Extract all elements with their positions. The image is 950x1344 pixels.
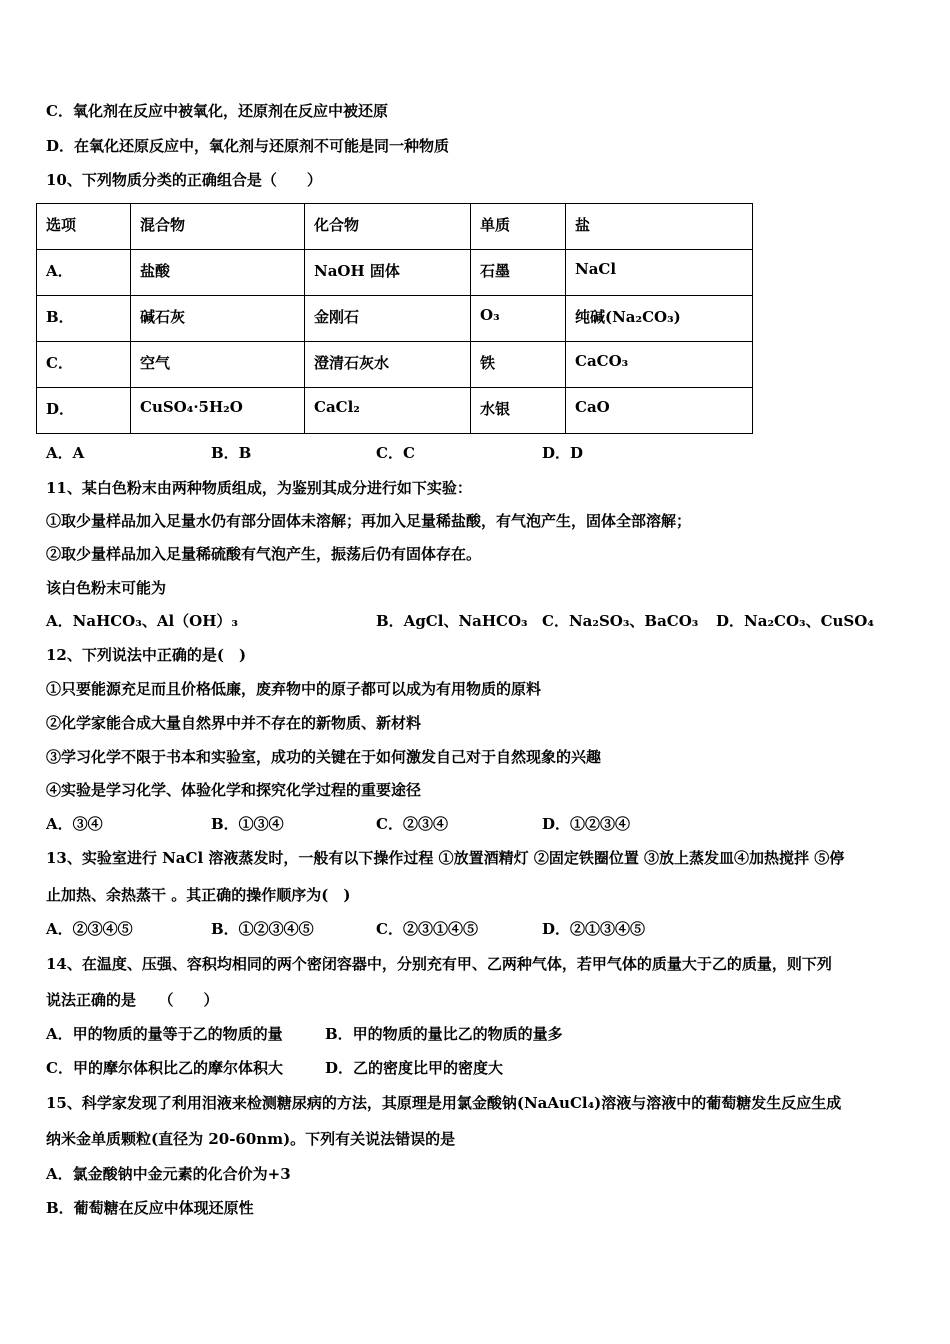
q11-option-d: D．Na₂CO₃、CuSO₄ bbox=[716, 612, 874, 630]
q14-option-b: B．甲的物质的量比乙的物质的量多 bbox=[325, 1025, 563, 1043]
q12-stem: 12、下列说法中正确的是( ) bbox=[46, 646, 247, 664]
table-cell: 盐酸 bbox=[131, 250, 305, 296]
table-cell: C． bbox=[37, 342, 131, 388]
table-cell: CaO bbox=[566, 388, 753, 434]
q12-option-c: C．②③④ bbox=[376, 815, 448, 833]
q13-option-c: C．②③①④⑤ bbox=[376, 920, 478, 938]
q12-option-b: B．①③④ bbox=[211, 815, 284, 833]
q12-statement-3: ③学习化学不限于书本和实验室，成功的关键在于如何激发自己对于自然现象的兴趣 bbox=[46, 748, 602, 766]
table-cell: O₃ bbox=[471, 296, 566, 342]
q12-option-d: D．①②③④ bbox=[542, 815, 631, 833]
q11-option-c: C．Na₂SO₃、BaCO₃ bbox=[542, 612, 699, 630]
table-cell: CaCO₃ bbox=[566, 342, 753, 388]
q12-statement-2: ②化学家能合成大量自然界中并不存在的新物质、新材料 bbox=[46, 714, 422, 732]
q14-stem-line1: 14、在温度、压强、容积均相同的两个密闭容器中，分别充有甲、乙两种气体，若甲气体的质量大于乙的质量，则下列 bbox=[46, 955, 832, 973]
q13-option-a: A．②③④⑤ bbox=[46, 920, 133, 938]
table-row bbox=[37, 250, 753, 296]
table-cell: 空气 bbox=[131, 342, 305, 388]
q11-option-b: B．AgCl、NaHCO₃ bbox=[376, 612, 528, 630]
table-cell: 纯碱(Na₂CO₃) bbox=[566, 296, 753, 342]
q14-option-c: C．甲的摩尔体积比乙的摩尔体积大 bbox=[46, 1059, 283, 1077]
q13-stem-line1: 13、实验室进行 NaCl 溶液蒸发时，一般有以下操作过程 ①放置酒精灯 ②固定铁圈位置 ③放上蒸发皿④加热搅拌 ⑤停 bbox=[46, 849, 845, 867]
table-header: 混合物 bbox=[131, 204, 305, 250]
q13-option-d: D．②①③④⑤ bbox=[542, 920, 646, 938]
q12-statement-4: ④实验是学习化学、体验化学和探究化学过程的重要途径 bbox=[46, 781, 422, 799]
table-row bbox=[37, 388, 753, 434]
q15-option-a: A．氯金酸钠中金元素的化合价为+3 bbox=[46, 1165, 291, 1183]
table-cell: 水银 bbox=[471, 388, 566, 434]
table-cell: CaCl₂ bbox=[305, 388, 471, 434]
q11-step-2: ②取少量样品加入足量稀硫酸有气泡产生，振荡后仍有固体存在。 bbox=[46, 545, 482, 563]
table-header: 化合物 bbox=[305, 204, 471, 250]
q9-option-c: C．氧化剂在反应中被氧化，还原剂在反应中被还原 bbox=[46, 102, 388, 120]
q11-option-a: A．NaHCO₃、Al（OH）₃ bbox=[46, 612, 238, 630]
q12-statement-1: ①只要能源充足而且价格低廉，废弃物中的原子都可以成为有用物质的原料 bbox=[46, 680, 542, 698]
q9-option-d: D．在氧化还原反应中，氧化剂与还原剂不可能是同一种物质 bbox=[46, 137, 450, 155]
q15-stem-line2: 纳米金单质颗粒(直径为 20-60nm)。下列有关说法错误的是 bbox=[46, 1130, 456, 1148]
q13-stem-line2: 止加热、余热蒸干 。其正确的操作顺序为( ) bbox=[46, 886, 351, 904]
classification-table bbox=[36, 203, 753, 434]
q10-stem: 10、下列物质分类的正确组合是（ ） bbox=[46, 171, 322, 189]
table-header-row bbox=[37, 204, 753, 250]
q11-stem: 11、某白色粉末由两种物质组成，为鉴别其成分进行如下实验： bbox=[46, 479, 472, 497]
table-row bbox=[37, 342, 753, 388]
table-cell: 石墨 bbox=[471, 250, 566, 296]
q15-stem-line1: 15、科学家发现了利用泪液来检测糖尿病的方法，其原理是用氯金酸钠(NaAuCl₄)溶液与溶液中的葡萄糖发生反应生成 bbox=[46, 1094, 842, 1112]
table-header: 选项 bbox=[37, 204, 131, 250]
q13-option-b: B．①②③④⑤ bbox=[211, 920, 314, 938]
table-header: 单质 bbox=[471, 204, 566, 250]
table-cell: 铁 bbox=[471, 342, 566, 388]
table-row bbox=[37, 296, 753, 342]
table-cell: CuSO₄·5H₂O bbox=[131, 388, 305, 434]
q10-option-d: D．D bbox=[542, 444, 584, 462]
q14-option-d: D．乙的密度比甲的密度大 bbox=[325, 1059, 504, 1077]
table-cell: B． bbox=[37, 296, 131, 342]
table-cell: A． bbox=[37, 250, 131, 296]
q11-ask: 该白色粉末可能为 bbox=[46, 579, 167, 597]
table-cell: NaOH 固体 bbox=[305, 250, 471, 296]
q12-option-a: A．③④ bbox=[46, 815, 103, 833]
q11-step-1: ①取少量样品加入足量水仍有部分固体未溶解；再加入足量稀盐酸，有气泡产生，固体全部溶解； bbox=[46, 512, 692, 530]
q10-option-b: B．B bbox=[211, 444, 252, 462]
table-cell: 碱石灰 bbox=[131, 296, 305, 342]
table-cell: 澄清石灰水 bbox=[305, 342, 471, 388]
table-header: 盐 bbox=[566, 204, 753, 250]
table-cell: D． bbox=[37, 388, 131, 434]
q14-stem-line2: 说法正确的是 （ ） bbox=[46, 991, 219, 1009]
table-cell: NaCl bbox=[566, 250, 753, 296]
q14-option-a: A．甲的物质的量等于乙的物质的量 bbox=[46, 1025, 283, 1043]
q10-option-c: C．C bbox=[376, 444, 415, 462]
q10-option-a: A．A bbox=[46, 444, 85, 462]
table-cell: 金刚石 bbox=[305, 296, 471, 342]
q15-option-b: B．葡萄糖在反应中体现还原性 bbox=[46, 1199, 254, 1217]
